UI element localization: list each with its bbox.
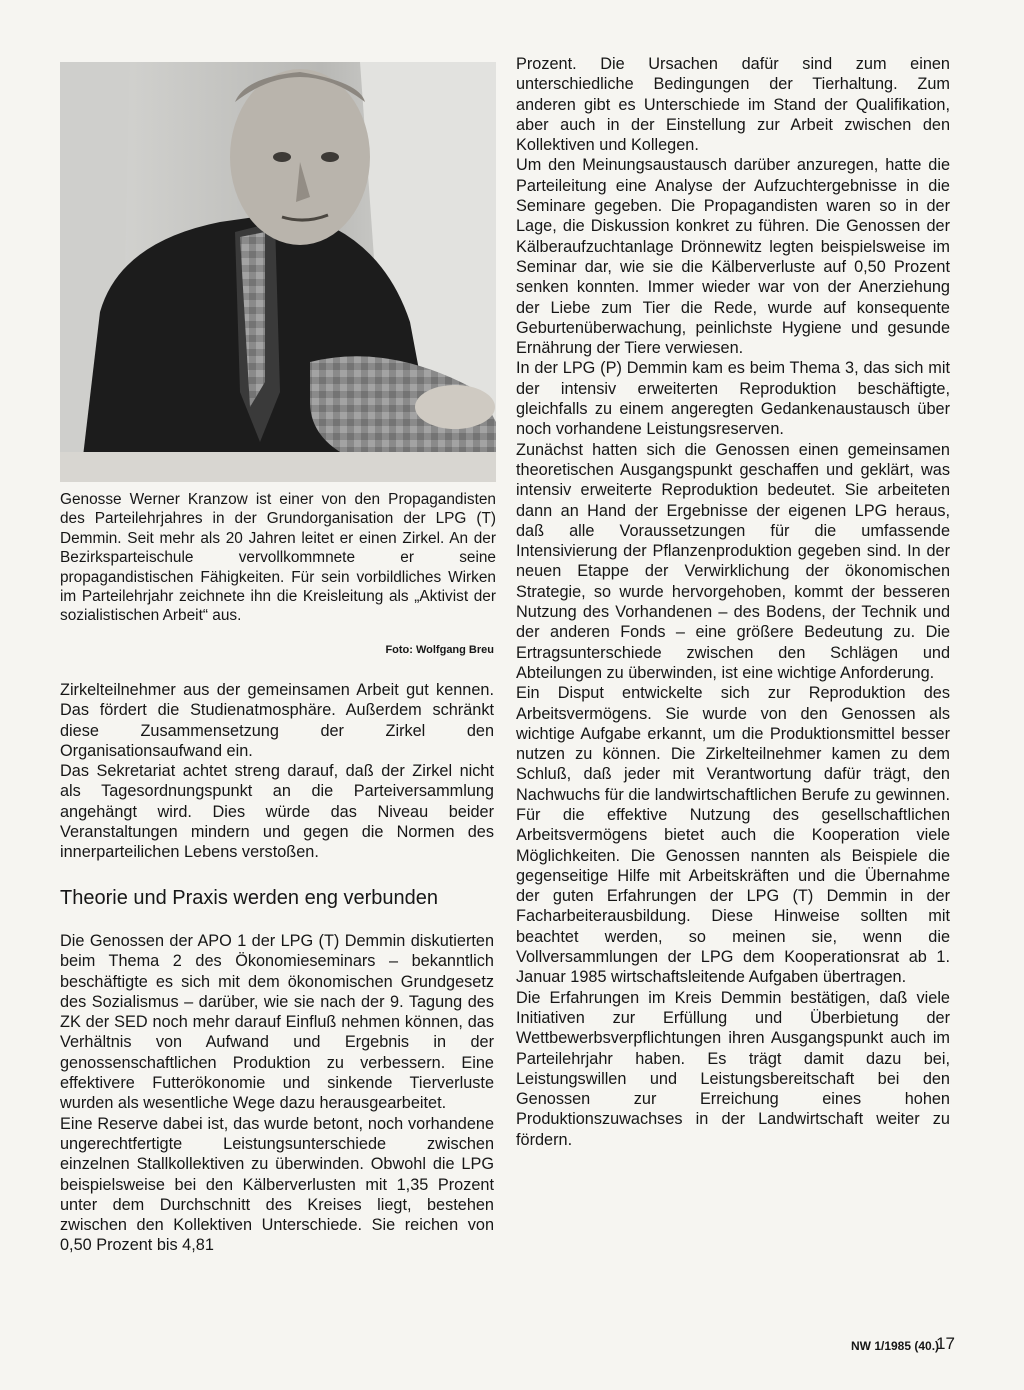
paragraph: Die Erfahrungen im Kreis Demmin bestätigen, daß viele Initiativen zur Erfüllung und Überbietung der Wettbewerbsverpflichtungen ihren Ausgangspunkt auch im Parteilehrjahr haben. Es trägt damit dazu bei, Leistungswillen und Leistungsbereitschaft bei den Genossen zur Erreichung eines hohen Produktionszuwachses in der Landwirtschaft weiter zu fördern. — [516, 988, 950, 1149]
paragraph: Zunächst hatten sich die Genossen einen gemeinsamen theoretischen Ausgangspunkt geschaffen und geklärt, was intensiv erweiterte Reproduktion bedeutet. Sie arbeiteten dann an Hand der Ergebnisse der eigenen LPG heraus, daß alle Voraussetzungen für die umfassende Intensivierung der Pflanzenproduktion gegeben sind. In der neuen Etappe der Verwirklichung der ökonomischen Strategie, so wurde hervorgehoben, kommt der besseren Nutzung des Vorhandenen – des Bodens, der Technik und der anderen Fonds – eine größere Bedeutung zu. Die Ertragsunterschiede zwischen den Schlägen und Abteilungen zu überwinden, ist eine wichtige Anforderung. — [516, 440, 950, 682]
paragraph: Eine Reserve dabei ist, das wurde betont, noch vorhandene ungerechtfertigte Leistungsunterschiede zwischen einzelnen Stallkollektiven zu überwinden. Obwohl die LPG beispielsweise bei den Kälberverlusten mit 1,35 Prozent unter dem Durchschnitt des Kreises liegt, bestehen zwischen den Kollektiven Unterschiede. Sie reichen von 0,50 Prozent bis 4,81 — [60, 1114, 494, 1255]
issue-reference: NW 1/1985 (40.) — [851, 1339, 940, 1353]
paragraph: Das Sekretariat achtet streng darauf, daß der Zirkel nicht als Tagesordnungspunkt an die Parteiversammlung angehängt wird. Dies würde das Niveau beider Veranstaltungen mindern und gegen die Normen des innerparteilichen Lebens verstoßen. — [60, 762, 494, 862]
paragraph: Die Genossen der APO 1 der LPG (T) Demmin diskutierten beim Thema 2 des Ökonomieseminars – bekanntlich beschäftigte es sich mit dem ökonomischen Grundgesetz des Sozialismus – darüber, wie sie nach der 9. Tagung des ZK der SED noch mehr darauf Einfluß nehmen können, das Verhältnis von Aufwand und Ergebnis in der genossenschaftlichen Produktion zu verbessern. Eine effektivere Futterökonomie und sinkende Tierverluste wurden als wesentliche Wege dazu herausgearbeitet. — [60, 932, 494, 1113]
portrait-photo-icon — [60, 62, 496, 482]
paragraph: Prozent. Die Ursachen dafür sind zum einen unterschiedliche Bedingungen der Tierhaltung. Zum anderen gibt es Unterschiede im Stand der Qualifikation, aber auch in der Einstellung zur Arbeit zwischen den Kollektiven und Kollegen. — [516, 55, 950, 155]
page-number: 17 — [936, 1334, 955, 1353]
paragraph: In der LPG (P) Demmin kam es beim Thema 3, das sich mit der intensiv erweiterten Reproduktion beschäftigte, gleichfalls zu einem angeregten Gedankenaustausch über noch vorhandene Leistungsreserven. — [516, 359, 950, 439]
section-heading: Theorie und Praxis werden eng verbunden — [60, 887, 439, 909]
left-column-bottom-text — [60, 931, 494, 1256]
left-column-top-text — [60, 680, 494, 863]
photo-caption: Genosse Werner Kranzow ist einer von den Propagandisten des Parteilehrjahres in der Grundorganisation der LPG (T) Demmin. Seit mehr als 20 Jahren leitet er einen Zirkel. An der Bezirksparteischule vervollkommnete er seine propagandistischen Fähigkeiten. Für sein vorbildliches Wirken im Parteilehrjahr zeichnete ihn die Kreisleitung als „Aktivist der sozialistischen Arbeit“ aus. — [60, 491, 496, 625]
paragraph: Ein Disput entwickelte sich zur Reproduktion des Arbeitsvermögens. Sie wurde von den Genossen als wichtige Aufgabe erkannt, um die Produktionsmittel besser nutzen zu können. Die Zirkelteilnehmer kamen zu dem Schluß, daß jeder mit Verantwortung dafür trägt, den Nachwuchs für die landwirtschaftlichen Berufe zu gewinnen. Für die effektive Nutzung des gesellschaftlichen Arbeitsvermögens bietet auch die Kooperation viele Möglichkeiten. Die Genossen nannten als Beispiele die gegenseitige Hilfe mit Arbeitskräften und die Übernahme der guten Erfahrungen der LPG (T) Demmin in der Facharbeiterausbildung. Diese Hinweise sollten mit beachtet werden, so meinen sie, wenn die Vollversammlungen der LPG dem Kooperationsrat ab 1. Januar 1985 wirtschaftsleitende Aufgaben übertragen. — [516, 684, 950, 987]
paragraph: Zirkelteilnehmer aus der gemeinsamen Arbeit gut kennen. Das fördert die Studienatmosphäre. Außerdem schränkt diese Zusammensetzung der Zirkel den Organisationsaufwand ein. — [60, 681, 494, 760]
portrait-photo — [60, 62, 496, 482]
paragraph: Um den Meinungsaustausch darüber anzuregen, hatte die Parteileitung eine Analyse der Aufzuchtergebnisse in die Seminare gegeben. Die Propagandisten waren so in der Lage, die Diskussion konkret zu führen. Die Genossen der Kälberaufzuchtanlage Drönnewitz legten beispielsweise im Seminar dar, wie sie die Kälberverluste auf 0,50 Prozent senken konnten. Immer wieder war von der Anerziehung der Liebe zum Tier die Rede, wurde auf konsequente Geburtenüberwachung, peinlichste Hygiene und gesunde Ernährung der Tiere verwiesen. — [516, 156, 950, 358]
photo-credit: Foto: Wolfgang Breu — [385, 644, 494, 656]
right-column-text — [516, 54, 950, 1150]
